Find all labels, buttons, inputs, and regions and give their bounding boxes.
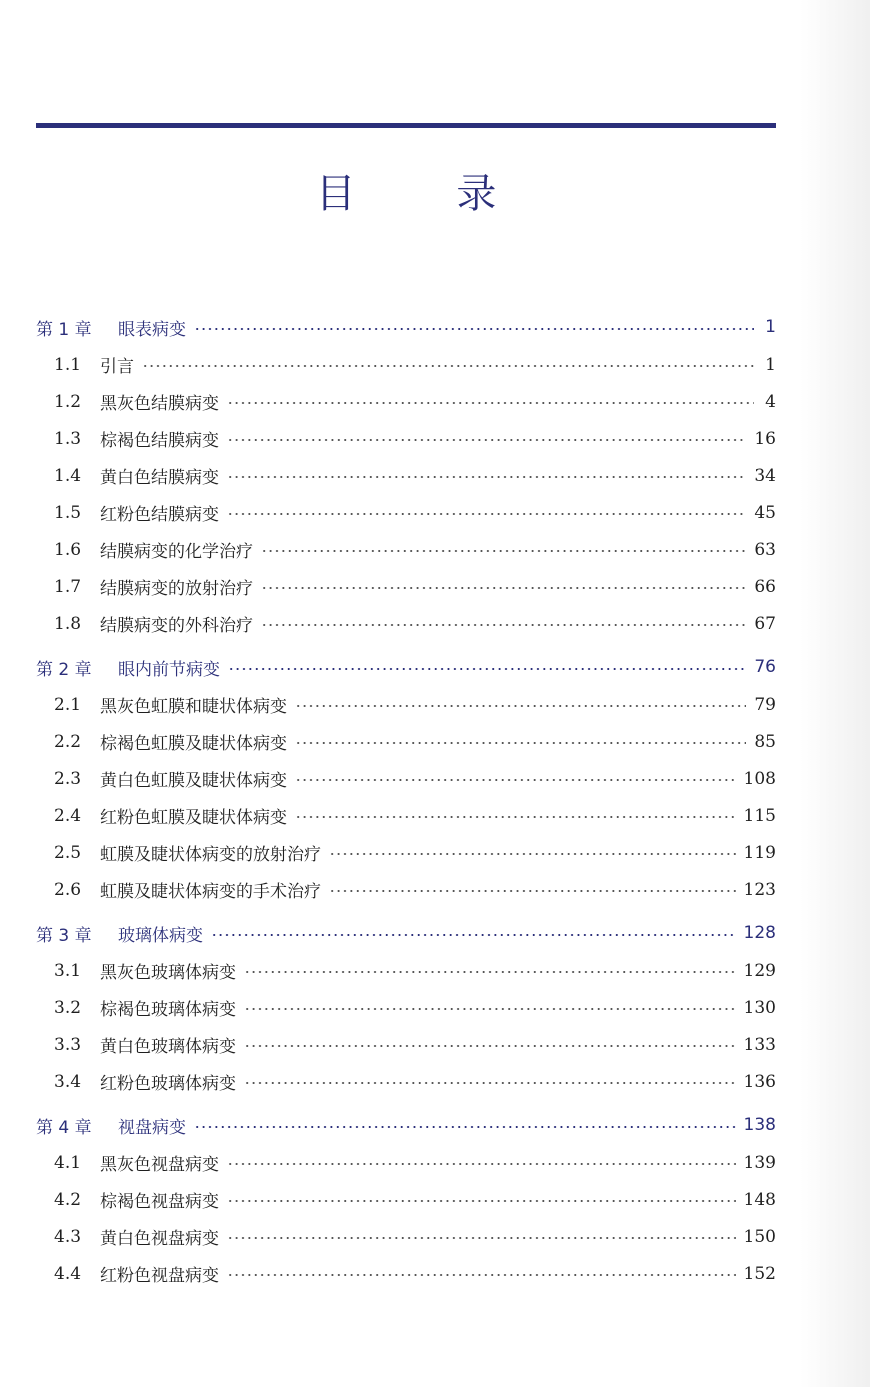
chapter-number: 第 4 章 — [36, 1117, 92, 1138]
section-title: 棕褐色玻璃体病变 — [100, 1000, 236, 1020]
section-title: 结膜病变的外科治疗 — [100, 616, 253, 636]
toc-chapter-entry[interactable] — [36, 648, 776, 686]
toc-section-entry[interactable] — [36, 1026, 776, 1063]
page-number: 4 — [765, 391, 776, 412]
chapter-title: 玻璃体病变 — [118, 925, 203, 946]
dot-leader — [194, 1126, 736, 1128]
section-number: 2.5 — [54, 842, 82, 863]
section-number: 4.4 — [54, 1263, 82, 1284]
section-number: 3.1 — [54, 960, 82, 981]
section-title: 黄白色玻璃体病变 — [100, 1037, 236, 1057]
toc-section-entry[interactable] — [36, 871, 776, 908]
toc-section-entry[interactable] — [36, 989, 776, 1026]
dot-leader — [261, 587, 746, 589]
dot-leader — [329, 890, 736, 892]
page-number: 16 — [754, 428, 776, 449]
dot-leader — [295, 816, 736, 818]
toc-section-entry[interactable] — [36, 952, 776, 989]
section-number: 1.4 — [54, 465, 82, 486]
section-title: 虹膜及睫状体病变的手术治疗 — [100, 882, 321, 902]
section-title: 棕褐色虹膜及睫状体病变 — [100, 734, 287, 754]
section-number: 2.2 — [54, 731, 82, 752]
toc-chapter-entry[interactable] — [36, 308, 776, 346]
section-title: 结膜病变的化学治疗 — [100, 542, 253, 562]
section-title: 黑灰色结膜病变 — [100, 394, 219, 414]
toc-section-entry[interactable] — [36, 494, 776, 531]
dot-leader — [227, 402, 754, 404]
section-title: 黄白色结膜病变 — [100, 468, 219, 488]
section-number: 3.4 — [54, 1071, 82, 1092]
page-number: 63 — [754, 539, 776, 560]
dot-leader — [244, 1082, 736, 1084]
dot-leader — [142, 365, 754, 367]
toc-chapter-entry[interactable] — [36, 1106, 776, 1144]
page-number: 115 — [743, 805, 776, 826]
section-number: 2.3 — [54, 768, 82, 789]
dot-leader — [244, 1045, 736, 1047]
chapter-title: 眼表病变 — [118, 319, 186, 340]
dot-leader — [244, 1008, 736, 1010]
page-number: 138 — [743, 1115, 776, 1135]
section-number: 1.7 — [54, 576, 82, 597]
toc-section-entry[interactable] — [36, 1144, 776, 1181]
section-title: 黑灰色虹膜和睫状体病变 — [100, 697, 287, 717]
page-title: 目 录 — [315, 171, 541, 217]
toc-section-entry[interactable] — [36, 346, 776, 383]
section-number: 3.3 — [54, 1034, 82, 1055]
section-title: 红粉色虹膜及睫状体病变 — [100, 808, 287, 828]
toc-section-entry[interactable] — [36, 457, 776, 494]
section-number: 3.2 — [54, 997, 82, 1018]
page-number: 45 — [754, 502, 776, 523]
page-number: 152 — [743, 1263, 776, 1284]
section-title: 黑灰色玻璃体病变 — [100, 963, 236, 983]
dot-leader — [295, 742, 746, 744]
dot-leader — [227, 1274, 736, 1276]
header-rule — [36, 123, 776, 128]
toc-section-entry[interactable] — [36, 1063, 776, 1100]
page-number: 150 — [743, 1226, 776, 1247]
section-number: 1.6 — [54, 539, 82, 560]
chapter-number: 第 1 章 — [36, 319, 92, 340]
section-number: 4.1 — [54, 1152, 82, 1173]
section-number: 2.6 — [54, 879, 82, 900]
page-number: 133 — [743, 1034, 776, 1055]
dot-leader — [227, 439, 746, 441]
section-title: 黄白色视盘病变 — [100, 1229, 219, 1249]
dot-leader — [227, 1200, 736, 1202]
dot-leader — [211, 934, 736, 936]
section-title: 棕褐色视盘病变 — [100, 1192, 219, 1212]
dot-leader — [329, 853, 736, 855]
toc-section-entry[interactable] — [36, 568, 776, 605]
section-number: 2.1 — [54, 694, 82, 715]
page-number: 136 — [743, 1071, 776, 1092]
section-title: 红粉色视盘病变 — [100, 1266, 219, 1286]
toc-section-entry[interactable] — [36, 834, 776, 871]
page-number: 119 — [743, 842, 776, 863]
table-of-contents — [36, 308, 776, 1292]
dot-leader — [194, 328, 754, 330]
page-number: 108 — [743, 768, 776, 789]
toc-section-entry[interactable] — [36, 760, 776, 797]
section-number: 2.4 — [54, 805, 82, 826]
toc-chapter-entry[interactable] — [36, 914, 776, 952]
section-title: 黄白色虹膜及睫状体病变 — [100, 771, 287, 791]
page-number: 128 — [743, 923, 776, 943]
chapter-title: 视盘病变 — [118, 1117, 186, 1138]
section-title: 黑灰色视盘病变 — [100, 1155, 219, 1175]
section-number: 4.3 — [54, 1226, 82, 1247]
toc-section-entry[interactable] — [36, 723, 776, 760]
toc-section-entry[interactable] — [36, 797, 776, 834]
toc-section-entry[interactable] — [36, 383, 776, 420]
page-number: 129 — [743, 960, 776, 981]
page-number: 67 — [754, 613, 776, 634]
page-number: 123 — [743, 879, 776, 900]
section-title: 结膜病变的放射治疗 — [100, 579, 253, 599]
toc-section-entry[interactable] — [36, 1218, 776, 1255]
page-number: 85 — [754, 731, 776, 752]
dot-leader — [227, 1237, 736, 1239]
chapter-number: 第 3 章 — [36, 925, 92, 946]
chapter-title: 眼内前节病变 — [118, 659, 220, 680]
section-number: 1.1 — [54, 354, 82, 375]
section-title: 红粉色玻璃体病变 — [100, 1074, 236, 1094]
dot-leader — [227, 1163, 736, 1165]
page-number: 66 — [754, 576, 776, 597]
page-number: 130 — [743, 997, 776, 1018]
page-number: 1 — [765, 354, 776, 375]
section-title: 棕褐色结膜病变 — [100, 431, 219, 451]
section-number: 1.8 — [54, 613, 82, 634]
dot-leader — [244, 971, 736, 973]
dot-leader — [227, 476, 746, 478]
section-title: 虹膜及睫状体病变的放射治疗 — [100, 845, 321, 865]
dot-leader — [227, 513, 746, 515]
section-number: 1.5 — [54, 502, 82, 523]
dot-leader — [228, 668, 746, 670]
page-number: 76 — [754, 657, 776, 677]
section-title: 引言 — [100, 357, 134, 377]
toc-section-entry[interactable] — [36, 531, 776, 568]
toc-section-entry[interactable] — [36, 605, 776, 642]
section-title: 红粉色结膜病变 — [100, 505, 219, 525]
chapter-number: 第 2 章 — [36, 659, 92, 680]
dot-leader — [295, 705, 746, 707]
dot-leader — [261, 550, 746, 552]
toc-section-entry[interactable] — [36, 1181, 776, 1218]
toc-section-entry[interactable] — [36, 1255, 776, 1292]
dot-leader — [295, 779, 736, 781]
dot-leader — [261, 624, 746, 626]
page-number: 34 — [754, 465, 776, 486]
section-number: 4.2 — [54, 1189, 82, 1210]
page-number: 79 — [754, 694, 776, 715]
page-number: 148 — [743, 1189, 776, 1210]
toc-section-entry[interactable] — [36, 420, 776, 457]
section-number: 1.2 — [54, 391, 82, 412]
page-number: 139 — [743, 1152, 776, 1173]
section-number: 1.3 — [54, 428, 82, 449]
toc-section-entry[interactable] — [36, 686, 776, 723]
page-number: 1 — [765, 317, 776, 337]
